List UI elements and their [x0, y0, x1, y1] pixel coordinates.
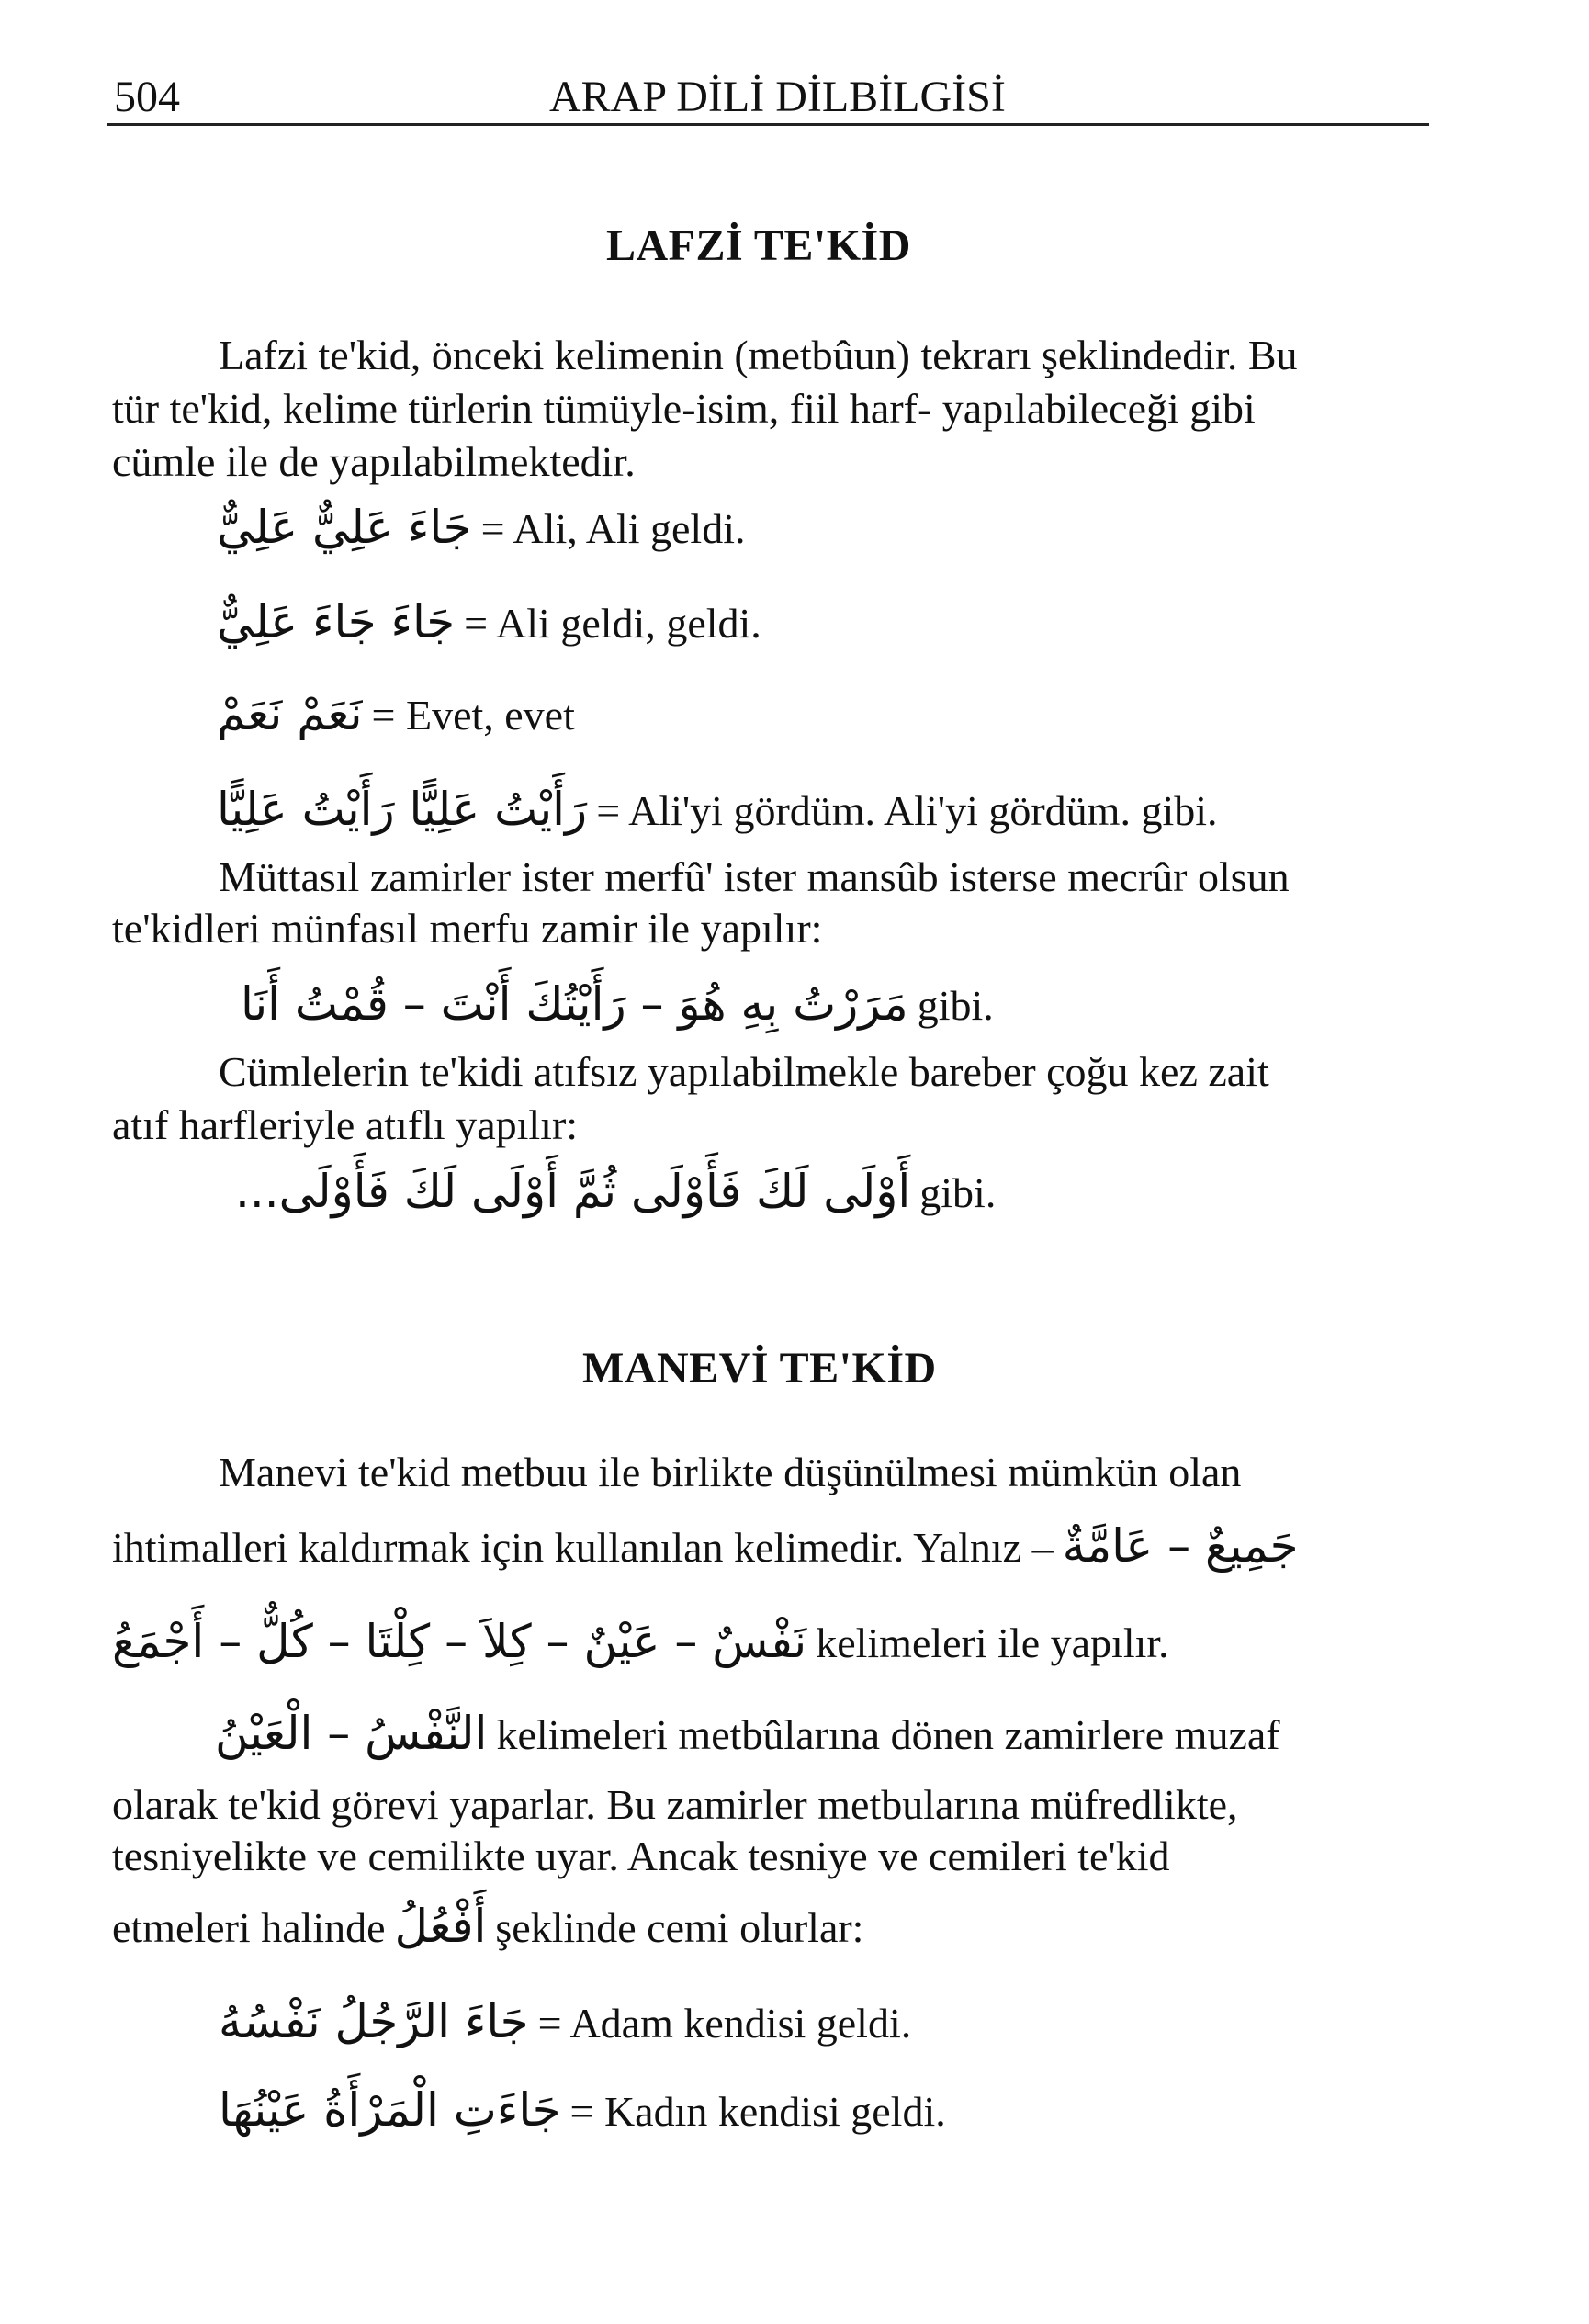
- section-heading-lafzi: LAFZİ TE'KİD: [606, 221, 911, 270]
- example-suffix: gibi.: [919, 1169, 997, 1216]
- intro-line-2: tür te'kid, kelime türlerin tümüyle-isim, fiil harf- yapılabileceği gibi: [112, 385, 1256, 432]
- arabic-phrase: رَأَيْتُ عَلِيًّا رَأَيْتُ عَلِيًّا: [217, 783, 588, 836]
- example-meaning: = Ali'yi gördüm. Ali'yi gördüm. gibi.: [596, 787, 1218, 834]
- page-number: 504: [114, 73, 180, 121]
- intro-line-3: cümle ile de yapılabilmektedir.: [112, 438, 636, 485]
- paragraph-line-mixed: [112, 1519, 1299, 1573]
- example-meaning: = Ali, Ali geldi.: [480, 505, 746, 552]
- running-title: ARAP DİLİ DİLBİLGİSİ: [549, 73, 1006, 121]
- pronoun-example-row: [241, 977, 994, 1031]
- arabic-phrase: جَاءَ جَاءَ عَلِيٌّ: [217, 595, 456, 649]
- intro-line-1: Lafzi te'kid, önceki kelimenin (metbûun) tekrarı şeklindedir. Bu: [219, 332, 1298, 378]
- paragraph-line-mixed: [112, 1900, 863, 1953]
- arabic-phrase: جَاءَ عَلِيٌّ عَلِيٌّ: [217, 501, 472, 554]
- paragraph-line: Cümlelerin te'kidi atıfsız yapılabilmekle bareber çoğu kez zait: [219, 1048, 1269, 1095]
- paragraph-text: ihtimalleri kaldırmak için kullanılan kelimedir. Yalnız –: [112, 1524, 1054, 1571]
- paragraph-line: atıf harfleriyle atıflı yapılır:: [112, 1101, 579, 1148]
- arabic-phrase: نَفْسٌ – عَيْنٌ – كِلاَ – كِلْتَا – كُلٌّ – أَجْمَعُ: [112, 1615, 807, 1668]
- example-row: [217, 783, 1218, 836]
- section-heading-manevi: MANEVİ TE'KİD: [582, 1344, 937, 1393]
- arabic-phrase: جَمِيعٌ – عَامَّةٌ: [1062, 1519, 1299, 1573]
- example-row: [217, 595, 761, 649]
- paragraph-line: Müttasıl zamirler ister merfû' ister mansûb isterse mecrûr olsun: [219, 853, 1290, 900]
- example-meaning: = Kadın kendisi geldi.: [569, 2088, 946, 2135]
- atif-example-row: [235, 1165, 996, 1218]
- paragraph-text: kelimeleri ile yapılır.: [816, 1619, 1169, 1666]
- paragraph-line: te'kidleri münfasıl merfu zamir ile yapılır:: [112, 905, 823, 952]
- paragraph-line: tesniyelikte ve cemilikte uyar. Ancak tesniye ve cemileri te'kid: [112, 1833, 1170, 1879]
- paragraph-line: Manevi te'kid metbuu ile birlikte düşünülmesi mümkün olan: [219, 1449, 1242, 1495]
- arabic-phrase: النَّفْسُ – الْعَيْنُ: [215, 1707, 488, 1760]
- paragraph-line: olarak te'kid görevi yaparlar. Bu zamirler metbularına müfredlikte,: [112, 1781, 1238, 1828]
- paragraph-text: şeklinde cemi olurlar:: [495, 1904, 864, 1951]
- arabic-phrase: أَوْلَى لَكَ فَأَوْلَى ثُمَّ أَوْلَى لَكَ فَأَوْلَى...: [235, 1165, 911, 1218]
- paragraph-line-mixed: [112, 1615, 1169, 1668]
- example-row: [217, 687, 575, 740]
- example-row: [219, 1995, 911, 2048]
- paragraph-text: etmeleri halinde: [112, 1904, 386, 1951]
- paragraph-text: kelimeleri metbûlarına dönen zamirlere muzaf: [496, 1711, 1280, 1758]
- arabic-word: أَفْعُلُ: [394, 1900, 487, 1953]
- arabic-phrase: جَاءَ الرَّجُلُ نَفْسُهُ: [219, 1995, 529, 2048]
- arabic-phrase: نَعَمْ نَعَمْ: [217, 687, 363, 740]
- example-row: [217, 501, 745, 554]
- example-meaning: = Evet, evet: [371, 692, 575, 739]
- arabic-phrase: مَرَرْتُ بِهِ هُوَ – رَأَيْتُكَ أَنْتَ – قُمْتُ أَنَا: [241, 977, 908, 1031]
- header-rule: [107, 123, 1429, 126]
- example-meaning: = Adam kendisi geldi.: [537, 2000, 912, 2047]
- arabic-phrase: جَاءَتِ الْمَرْأَةُ عَيْنُهَا: [219, 2083, 561, 2137]
- example-meaning: = Ali geldi, geldi.: [464, 600, 761, 647]
- paragraph-line-mixed: [215, 1707, 1280, 1760]
- example-suffix: gibi.: [917, 982, 994, 1029]
- example-row: [219, 2083, 946, 2137]
